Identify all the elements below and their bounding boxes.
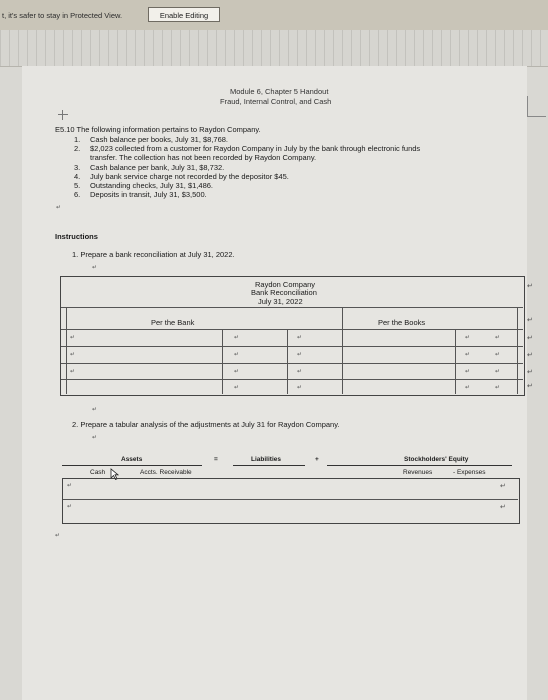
liabilities-heading: Liabilities (251, 456, 281, 463)
enable-editing-button[interactable]: Enable Editing (148, 7, 220, 22)
plus-sign: + (315, 456, 319, 463)
assets-heading: Assets (121, 456, 143, 463)
item-text: Deposits in transit, July 31, $3,500. (90, 190, 207, 199)
cell-mark: ↵ (234, 385, 240, 391)
item-text: Cash balance per books, July 31, $8,768. (90, 135, 229, 144)
table-rule (61, 346, 523, 347)
table-rule (342, 307, 343, 394)
row-end-mark: ↵ (527, 352, 533, 359)
item-number: 2. (74, 144, 81, 153)
item-text-continued: transfer. The collection has not been recorded by Raydon Company. (90, 153, 317, 162)
recon-company: Raydon Company (255, 280, 316, 289)
paragraph-mark: ↵ (92, 265, 98, 271)
cell-mark: ↵ (465, 335, 471, 341)
cell-mark: ↵ (465, 352, 471, 358)
instruction-2: 2. Prepare a tabular analysis of the adjustments at July 31 for Raydon Company. (72, 420, 340, 429)
cell-mark: ↵ (495, 369, 501, 375)
paragraph-mark: ↵ (92, 407, 98, 413)
col-per-the-books: Per the Books (378, 318, 426, 327)
table-rule (287, 329, 288, 394)
item-text: $2,023 collected from a customer for Raydon Company in July by the bank through electronic funds (90, 144, 421, 153)
cell-mark: ↵ (495, 335, 501, 341)
item-number: 3. (74, 163, 81, 172)
table-rule (61, 307, 523, 308)
col-per-the-bank: Per the Bank (151, 318, 195, 327)
problem-intro: E5.10 The following information pertains to Raydon Company. (55, 125, 261, 134)
document-page (22, 66, 533, 700)
margin-crop-mark (58, 110, 68, 120)
item-text: Outstanding checks, July 31, $1,486. (90, 181, 213, 190)
revenues-heading: Revenues (403, 469, 433, 476)
item-number: 1. (74, 135, 81, 144)
equity-underline (327, 465, 512, 466)
cell-mark: ↵ (234, 352, 240, 358)
cash-heading: Cash (90, 469, 106, 476)
instruction-1: 1. Prepare a bank reconciliation at July 31, 2022. (72, 250, 235, 259)
assets-underline (62, 465, 202, 466)
cell-mark: ↵ (495, 385, 501, 391)
table-rule (66, 307, 67, 394)
protected-view-bar (0, 0, 548, 31)
cell-mark: ↵ (70, 335, 76, 341)
recon-title: Bank Reconciliation (251, 288, 317, 297)
cell-mark: ↵ (495, 352, 501, 358)
cell-mark: ↵ (70, 352, 76, 358)
table-rule (455, 329, 456, 394)
row-end-mark: ↵ (527, 317, 533, 324)
liabilities-underline (233, 465, 305, 466)
paragraph-mark: ↵ (55, 533, 61, 539)
paragraph-mark: ↵ (92, 435, 98, 441)
recon-date: July 31, 2022 (258, 297, 303, 306)
cell-mark: ↵ (297, 352, 303, 358)
cell-mark: ↵ (67, 504, 73, 510)
page-corner-mark (527, 96, 546, 117)
equity-heading: Stockholders' Equity (404, 456, 469, 463)
row-end-mark: ↵ (500, 504, 506, 511)
accts-receivable-heading: Accts. Receivable (140, 469, 192, 476)
table-rule (222, 329, 223, 394)
row-end-mark: ↵ (527, 335, 533, 342)
cell-mark: ↵ (297, 369, 303, 375)
item-text: July bank service charge not recorded by the depositor $45. (90, 172, 289, 181)
item-number: 5. (74, 181, 81, 190)
cell-mark: ↵ (465, 385, 471, 391)
protected-view-message: t, it's safer to stay in Protected View. (2, 11, 123, 20)
ruler (0, 30, 548, 67)
cell-mark: ↵ (70, 369, 76, 375)
table-rule (517, 307, 518, 394)
cell-mark: ↵ (234, 369, 240, 375)
cell-mark: ↵ (234, 335, 240, 341)
tabular-analysis-table (62, 478, 520, 524)
item-number: 4. (74, 172, 81, 181)
item-number: 6. (74, 190, 81, 199)
cell-mark: ↵ (297, 335, 303, 341)
item-text: Cash balance per bank, July 31, $8,732. (90, 163, 225, 172)
row-end-mark: ↵ (527, 383, 533, 390)
row-end-mark: ↵ (527, 283, 533, 290)
cell-mark: ↵ (297, 385, 303, 391)
table-rule (61, 363, 523, 364)
row-end-mark: ↵ (500, 483, 506, 490)
cell-mark: ↵ (465, 369, 471, 375)
row-end-mark: ↵ (527, 369, 533, 376)
cell-mark: ↵ (67, 483, 73, 489)
doc-subtitle: Fraud, Internal Control, and Cash (220, 97, 332, 106)
paragraph-mark: ↵ (56, 205, 62, 211)
doc-title: Module 6, Chapter 5 Handout (230, 87, 329, 96)
equals-sign: = (214, 456, 218, 463)
table-rule (63, 499, 518, 500)
table-rule (61, 379, 523, 380)
table-rule (61, 329, 523, 330)
expenses-heading: - Expenses (453, 469, 486, 476)
instructions-label: Instructions (55, 232, 98, 241)
